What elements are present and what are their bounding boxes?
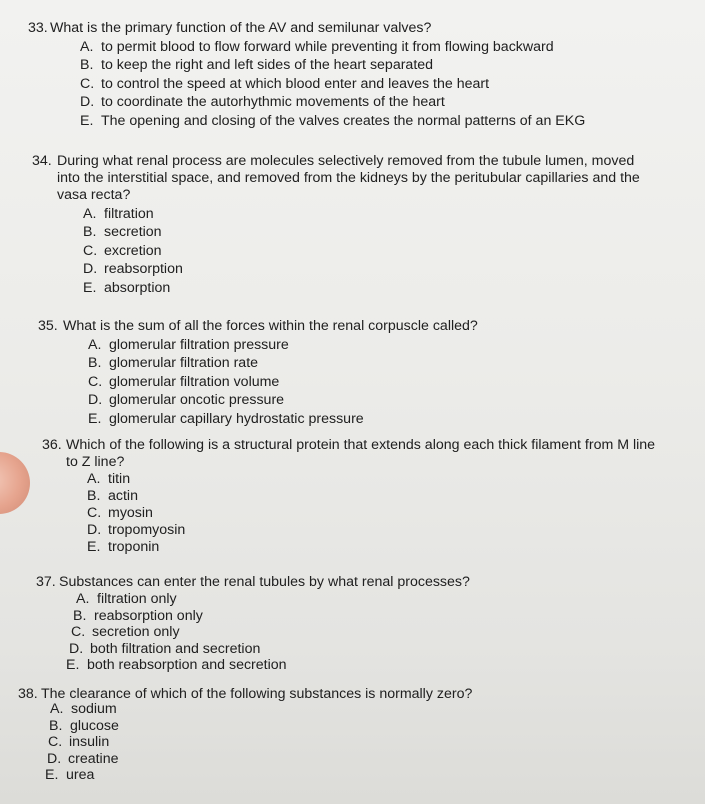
option-letter: A. <box>50 701 64 717</box>
answer-option <box>87 539 662 556</box>
option-letter: D. <box>69 640 84 657</box>
option-text: troponin <box>108 539 160 555</box>
option-letter: B. <box>49 717 63 734</box>
answer-option <box>71 624 676 641</box>
answer-option <box>83 205 650 223</box>
question-number: 38. <box>18 686 38 702</box>
question-35 <box>38 318 678 428</box>
option-text: glomerular filtration volume <box>109 373 280 390</box>
option-letter: C. <box>80 75 95 92</box>
option-text: secretion only <box>92 624 180 641</box>
question-number: 36. <box>42 437 62 453</box>
answer-option <box>88 336 678 354</box>
answer-option <box>73 608 676 625</box>
option-letter: C. <box>48 734 63 751</box>
question-text: Which of the following is a structural protein that extends along each thick filament from M line to Z line? <box>66 437 656 470</box>
answer-option <box>45 767 658 784</box>
option-text: myosin <box>108 505 153 521</box>
answer-options <box>87 471 662 556</box>
option-text: glomerular filtration rate <box>109 355 259 372</box>
answer-option <box>66 657 676 674</box>
answer-options <box>38 701 658 784</box>
question-text: During what renal process are molecules selectively removed from the tubule lumen, moved into the interstitial space, and removed from the kidneys by the peritubular capillaries and the vasa recta? <box>57 153 640 203</box>
option-text: reabsorption <box>104 261 183 278</box>
option-text: to control the speed at which blood enter and leaves the heart <box>101 75 490 92</box>
option-text: urea <box>66 767 95 784</box>
option-letter: C. <box>83 242 98 259</box>
option-text: both filtration and secretion <box>90 640 261 657</box>
answer-option <box>76 591 676 608</box>
answer-option <box>88 391 678 409</box>
answer-option <box>87 471 662 488</box>
option-letter: B. <box>80 57 94 74</box>
question-text: The clearance of which of the following substances is normally zero? <box>41 686 473 702</box>
answer-options <box>83 205 650 297</box>
answer-options <box>66 591 676 674</box>
answer-options <box>80 38 688 130</box>
option-letter: E. <box>66 657 80 674</box>
option-text: to keep the right and left sides of the heart separated <box>101 57 434 74</box>
answer-option <box>80 93 688 111</box>
answer-option <box>80 56 688 74</box>
answer-option <box>69 641 676 658</box>
answer-option <box>88 354 678 372</box>
option-letter: E. <box>83 279 97 296</box>
answer-options <box>88 336 678 428</box>
answer-option <box>50 701 658 718</box>
option-text: insulin <box>69 734 110 751</box>
answer-option <box>49 718 658 735</box>
option-text: both reabsorption and secretion <box>87 657 287 674</box>
option-text: tropomyosin <box>108 522 186 538</box>
question-number: 35. <box>38 318 58 334</box>
question-text: What is the sum of all the forces within the renal corpuscle called? <box>63 318 478 334</box>
option-text: actin <box>108 488 138 504</box>
option-text: to coordinate the autorhythmic movements of the heart <box>101 94 445 111</box>
option-text: filtration only <box>97 591 177 607</box>
option-text: glucose <box>70 717 119 734</box>
option-text: titin <box>108 471 131 487</box>
answer-option <box>88 410 678 428</box>
answer-option <box>88 373 678 391</box>
answer-option <box>83 279 650 297</box>
option-text: glomerular oncotic pressure <box>109 392 285 409</box>
option-letter: D. <box>87 522 102 538</box>
option-letter: C. <box>87 505 102 521</box>
question-number: 33. <box>28 20 48 36</box>
question-38 <box>18 686 658 784</box>
option-text: secretion <box>104 224 162 241</box>
option-text: to permit blood to flow forward while preventing it from flowing backward <box>101 39 554 55</box>
option-text: reabsorption only <box>94 607 203 624</box>
option-letter: C. <box>71 624 86 641</box>
answer-option <box>83 223 650 241</box>
question-37 <box>36 574 676 674</box>
option-letter: E. <box>88 410 102 427</box>
answer-option <box>80 112 688 130</box>
question-33 <box>28 20 688 130</box>
option-letter: D. <box>88 392 103 409</box>
answer-option <box>87 522 662 539</box>
option-letter: A. <box>83 206 97 222</box>
answer-option <box>83 260 650 278</box>
option-letter: B. <box>87 488 101 504</box>
question-number: 37. <box>36 574 56 590</box>
option-letter: C. <box>88 373 103 390</box>
option-text: filtration <box>104 206 154 222</box>
option-letter: B. <box>83 224 97 241</box>
answer-option <box>87 488 662 505</box>
question-text: What is the primary function of the AV and semilunar valves? <box>50 20 432 36</box>
option-text: creatine <box>68 750 119 767</box>
option-text: absorption <box>104 279 171 296</box>
answer-option <box>48 734 658 751</box>
option-letter: A. <box>80 39 94 55</box>
option-text: sodium <box>71 701 117 717</box>
answer-option <box>83 242 650 260</box>
option-text: glomerular filtration pressure <box>109 337 289 353</box>
option-letter: E. <box>80 112 94 129</box>
option-letter: E. <box>45 767 59 784</box>
option-letter: D. <box>83 261 98 278</box>
option-letter: D. <box>47 750 62 767</box>
answer-option <box>80 75 688 93</box>
option-letter: D. <box>80 94 95 111</box>
option-letter: A. <box>88 337 102 353</box>
answer-option <box>80 38 688 56</box>
option-text: excretion <box>104 242 162 259</box>
option-letter: B. <box>88 355 102 372</box>
option-letter: B. <box>73 607 87 624</box>
answer-option <box>47 751 658 768</box>
option-letter: A. <box>76 591 90 607</box>
option-letter: E. <box>87 539 101 555</box>
option-letter: A. <box>87 471 101 487</box>
question-number: 34. <box>32 153 52 169</box>
option-text: glomerular capillary hydrostatic pressure <box>109 410 364 427</box>
option-text: The opening and closing of the valves creates the normal patterns of an EKG <box>101 112 586 129</box>
question-34 <box>32 153 650 297</box>
question-text: Substances can enter the renal tubules by what renal processes? <box>59 574 470 590</box>
answer-option <box>87 505 662 522</box>
question-36 <box>42 437 662 556</box>
thumb-photo-edge <box>0 452 30 514</box>
